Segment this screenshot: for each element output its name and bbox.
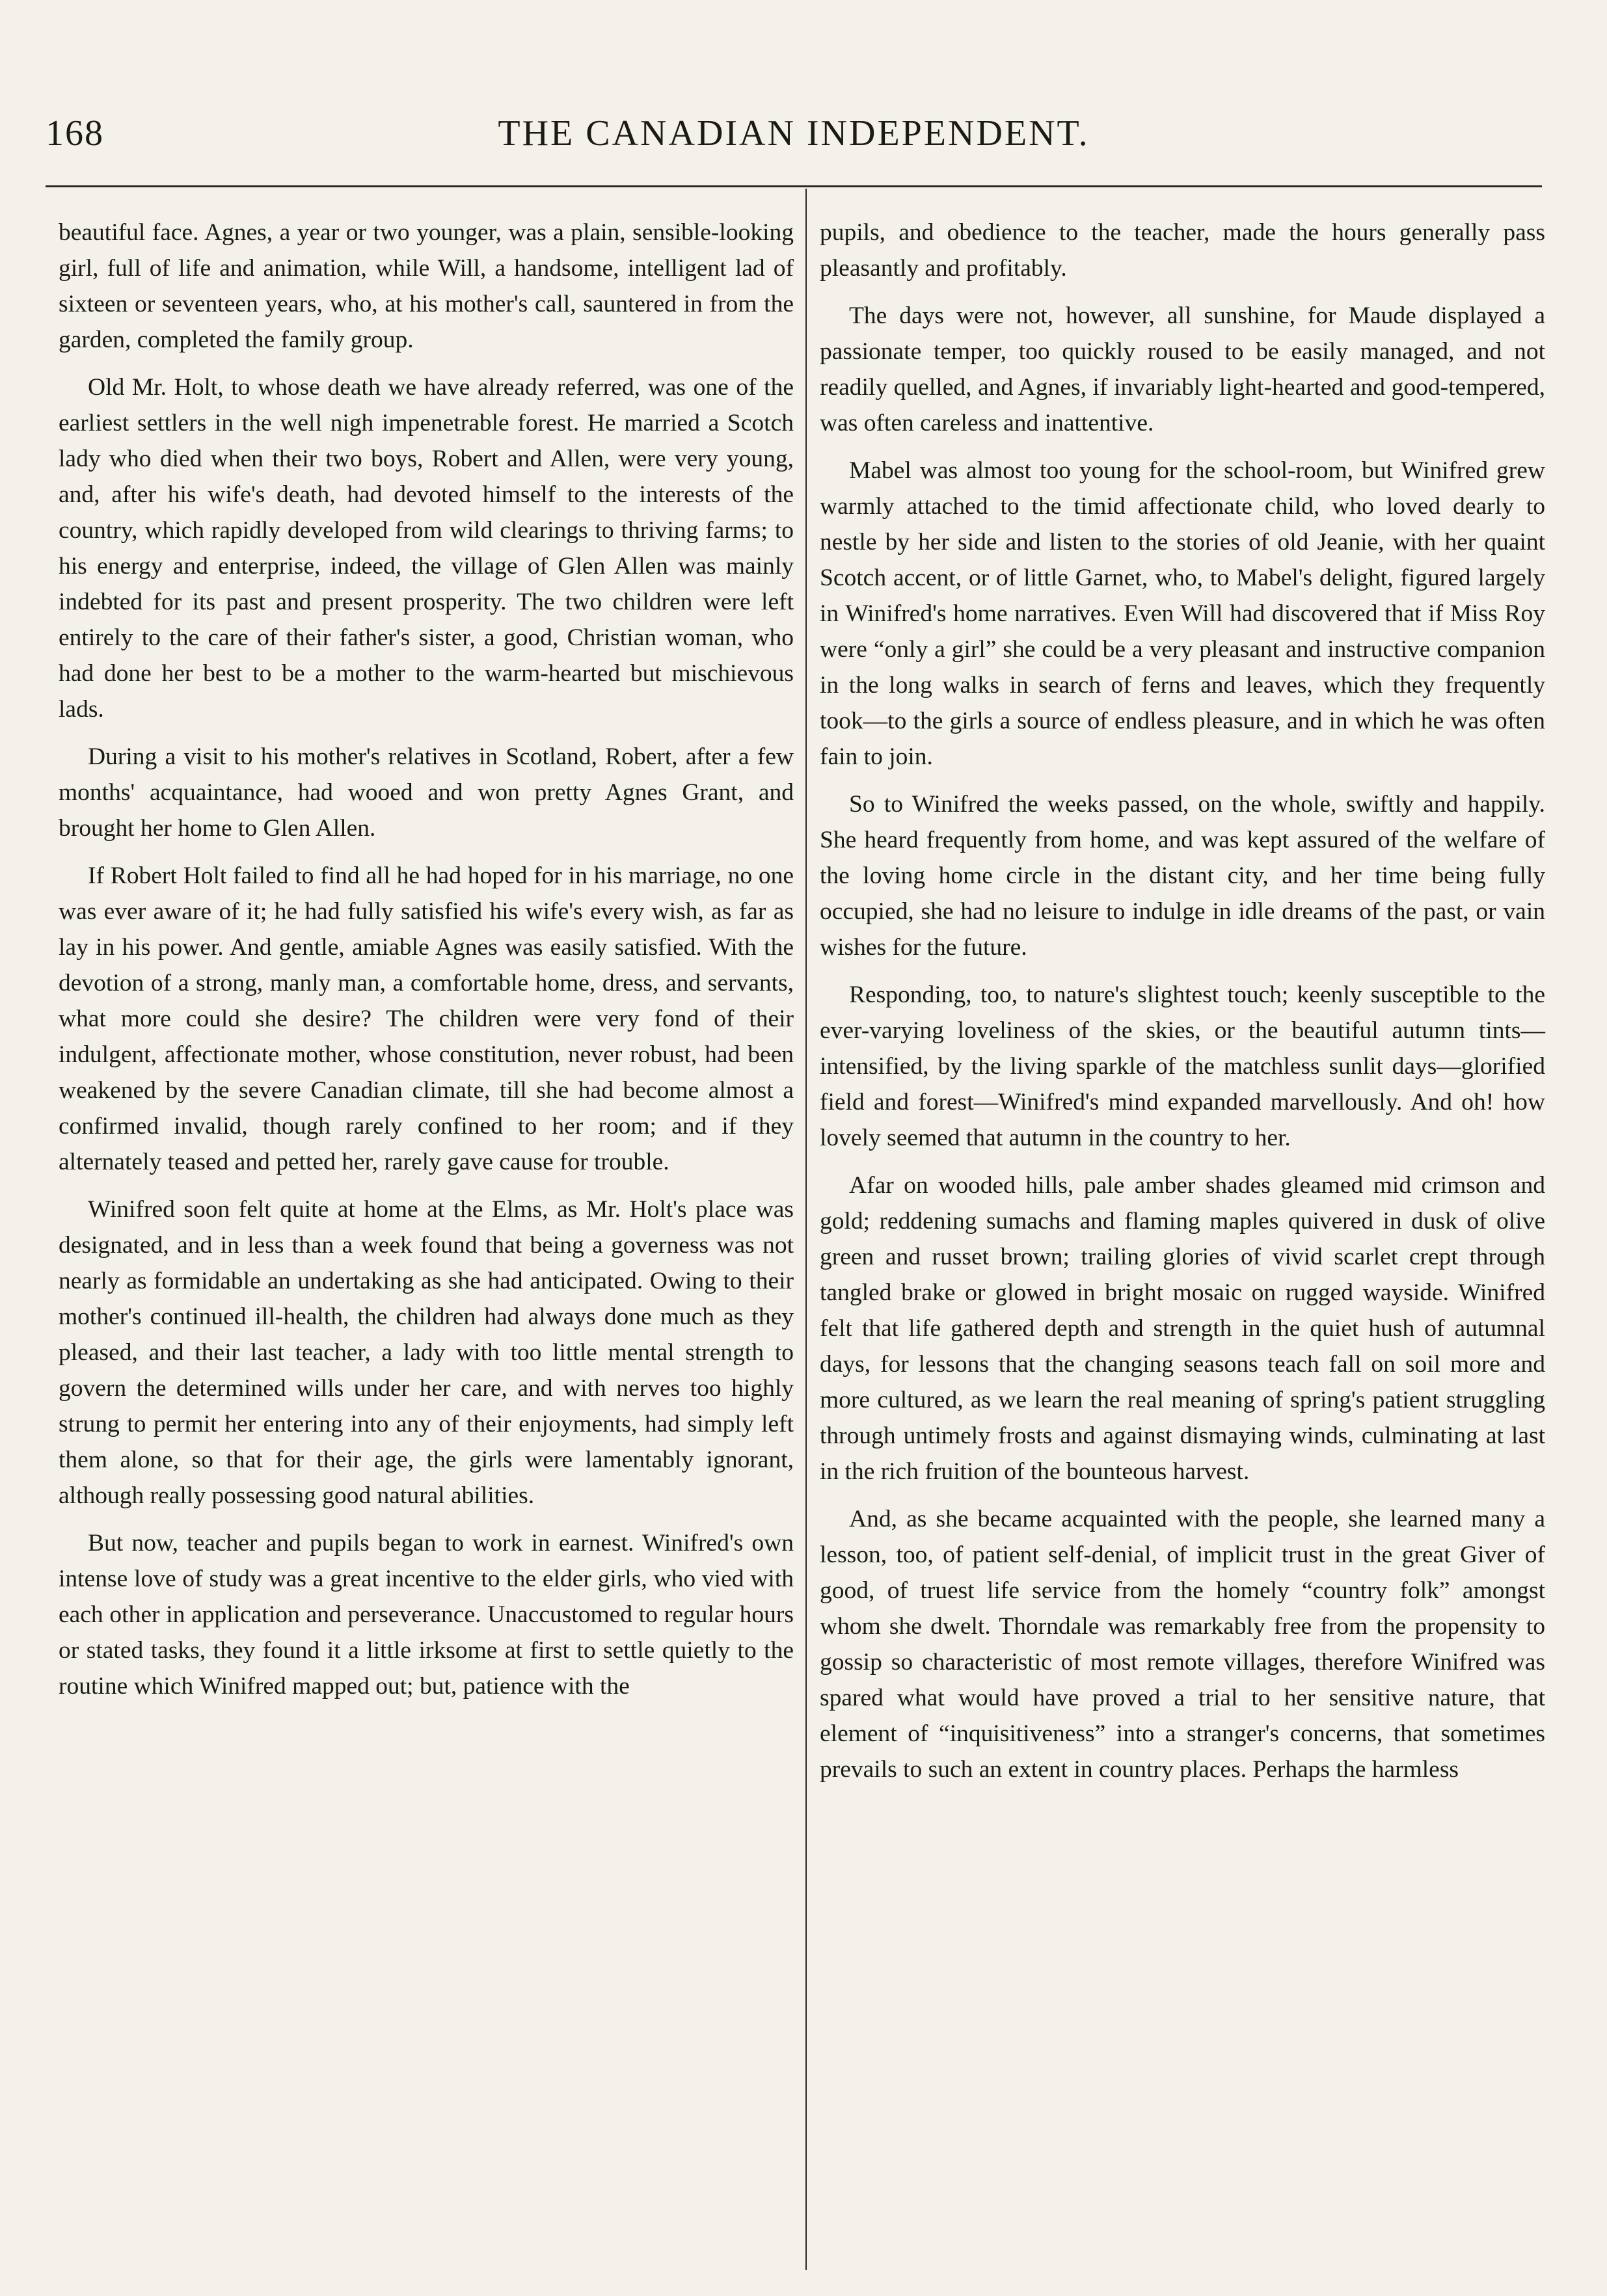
paragraph: Mabel was almost too young for the school-room, but Winifred grew warmly attached to the timid affectionate child, who loved dearly to nestle by her side and listen to the stories of old Jeanie, with her quaint Scotch accent, or of little Garnet, who, to Mabel's delight, figured largely in Winifred's home narratives. Even Will had discovered that if Miss Roy were “only a girl” she could be a very pleasant and instructive companion in the long walks in search of ferns and leaves, which they frequently took—to the girls a source of endless pleasure, and in which he was often fain to join. [820,457,1545,770]
paragraph: So to Winifred the weeks passed, on the whole, swiftly and happily. She heard frequently from home, and was kept assured of the welfare of the loving home circle in the distant city, and her time being fully occupied, she had no leisure to indulge in idle dreams of the past, or vain wishes for the future. [820,791,1545,961]
paragraph: Responding, too, to nature's slightest touch; keenly susceptible to the ever-varying loveliness of the skies, or the beautiful autumn tints—intensified, by the living sparkle of the matchless sunlit days—glorified field and forest—Winifred's mind expanded marvellously. And oh! how lovely seemed that autumn in the country to her. [820,981,1545,1151]
paragraph: During a visit to his mother's relatives in Scotland, Robert, after a few months' acquaintance, had wooed and won pretty Agnes Grant, and brought her home to Glen Allen. [59,743,794,842]
paragraph: Winifred soon felt quite at home at the Elms, as Mr. Holt's place was designated, and in less than a week found that being a governess was not nearly as formidable an undertaking as she had anticipated. Owing to their mother's continued ill-health, the children had always done much as they pleased, and their last teacher, a lady with too little mental strength to govern the determined wills under her care, and with nerves too highly strung to permit her entering into any of their enjoyments, had simply left them alone, so that for their age, the girls were lamentably ignorant, although really possessing good natural abilities. [59,1196,794,1509]
paragraph: If Robert Holt failed to find all he had hoped for in his marriage, no one was ever aware of it; he had fully satisfied his wife's every wish, as far as lay in his power. And gentle, amiable Agnes was easily satisfied. With the devotion of a strong, manly man, a comfortable home, dress, and servants, what more could she desire? The children were very fond of their indulgent, affectionate mother, whose constitution, never robust, had been weakened by the severe Canadian climate, till she had become almost a confirmed invalid, though rarely confined to her room; and if they alternately teased and petted her, rarely gave cause for trouble. [59,862,794,1175]
paragraph: The days were not, however, all sunshine, for Maude displayed a passionate temper, too quickly roused to be easily managed, and not readily quelled, and Agnes, if invariably light-hearted and good-tempered, was often careless and inattentive. [820,302,1545,436]
paragraph: beautiful face. Agnes, a year or two younger, was a plain, sensible-looking girl, full of life and animation, while Will, a handsome, intelligent lad of sixteen or seventeen years, who, at his mother's call, sauntered in from the garden, completed the family group. [59,219,794,353]
paragraph: Old Mr. Holt, to whose death we have already referred, was one of the earliest settlers in the well nigh impenetrable forest. He married a Scotch lady who died when their two boys, Robert and Allen, were very young, and, after his wife's death, had devoted himself to the interests of the country, which rapidly developed from wild clearings to thriving farms; to his energy and enterprise, indeed, the village of Glen Allen was mainly indebted for its past and present prosperity. The two children were left entirely to the care of their father's sister, a good, Christian woman, who had done her best to be a mother to the warm-hearted but mischievous lads. [59,374,794,723]
paragraph: And, as she became acquainted with the people, she learned many a lesson, too, of patient self-denial, of implicit trust in the great Giver of good, of truest life service from the homely “country folk” amongst whom she dwelt. Thorndale was remarkably free from the propensity to gossip so characteristic of most remote villages, therefore Winifred was spared what would have proved a trial to her sensitive nature, that element of “inquisitiveness” into a stranger's concerns, that sometimes prevails to such an extent in country places. Perhaps the harmless [820,1506,1545,1783]
page-number: 168 [46,113,104,154]
journal-title: THE CANADIAN INDEPENDENT. [498,113,1090,154]
left-column [59,215,794,1716]
column-divider [805,189,807,2270]
header-rule [46,185,1542,187]
paragraph: Afar on wooded hills, pale amber shades gleamed mid crimson and gold; reddening sumachs and flaming maples quivered in dusk of olive green and russet brown; trailing glories of vivid scarlet crept through tangled brake or glowed in bright mosaic on rugged wayside. Winifred felt that life gathered depth and strength in the quiet hush of autumnal days, for lessons that the changing seasons teach fall on soil more and more cultured, as we learn the real meaning of spring's patient struggling through untimely frosts and against dismaying winds, culminating at last in the rich fruition of the bounteous harvest. [820,1172,1545,1485]
page-header [46,107,1542,166]
paragraph: But now, teacher and pupils began to work in earnest. Winifred's own intense love of study was a great incentive to the elder girls, who vied with each other in application and perseverance. Unaccustomed to regular hours or stated tasks, they found it a little irksome at first to settle quietly to the routine which Winifred mapped out; but, patience with the [59,1530,794,1700]
paragraph: pupils, and obedience to the teacher, made the hours generally pass pleasantly and profitably. [820,219,1545,282]
right-column [820,215,1545,1799]
